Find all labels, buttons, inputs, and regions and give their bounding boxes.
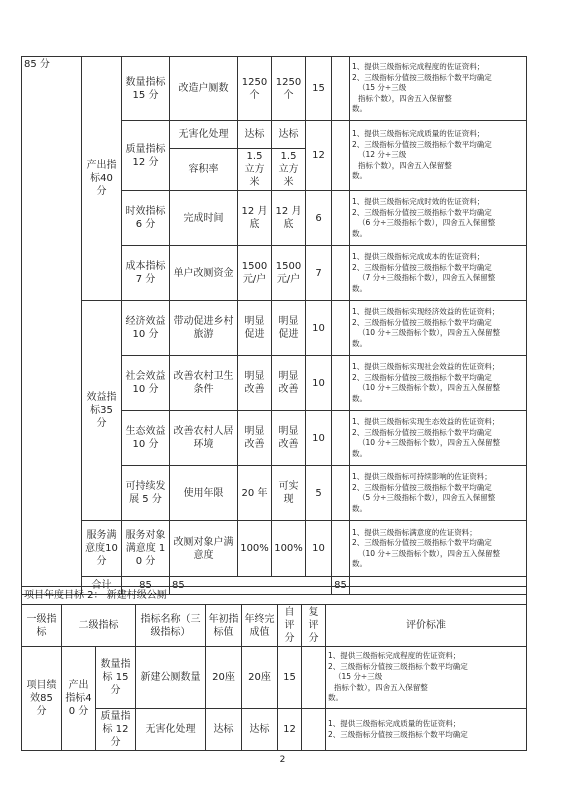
criteria-line: 2、三级指标分值按三级指标个数平均确定 — [352, 372, 492, 382]
criteria-line: 数。 — [352, 338, 367, 348]
level2-cell: 经济效益 10 分 — [122, 301, 170, 356]
level2-cell: 时效指标 6 分 — [122, 191, 170, 246]
output-indicator-label: 产出指标40 分 — [62, 647, 96, 751]
criteria-line: 1、提供三级指标实现生态效益的佐证资料； — [352, 417, 500, 426]
criteria-line: 2、三级指标分值按三级指标个数平均确定 — [352, 482, 492, 492]
actual-value: 20座 — [242, 647, 278, 709]
actual-value: 明显促进 — [272, 301, 306, 356]
self-score: 10 — [306, 356, 332, 411]
criteria-line: 1、提供三级指标完成程度的佐证资料； — [328, 651, 461, 661]
indicator-name: 使用年限 — [170, 466, 238, 521]
actual-value: 达标 — [242, 709, 278, 751]
level2-cell: 数量指标 15 分 — [96, 647, 136, 709]
review-score — [332, 121, 350, 191]
indicator-name: 带动促进乡村旅游 — [170, 301, 238, 356]
criteria-line: 数。 — [352, 503, 367, 513]
self-score: 10 — [306, 521, 332, 577]
self-score: 10 — [306, 301, 332, 356]
criteria-line: 1、提供三级指标实现社会效益的佐证资料； — [352, 362, 500, 371]
criteria-line: （10 分÷三级指标个数），四舍五入保留整 — [358, 438, 500, 447]
criteria-line: 1、提供三级指标完成程度的佐证资料； — [352, 62, 485, 72]
self-score: 15 — [306, 57, 332, 121]
criteria-line: 1、提供三级指标完成质量的佐证资料； — [352, 129, 485, 139]
plan-value: 达标 — [206, 709, 242, 751]
criteria-line: 数。 — [352, 171, 367, 181]
criteria-line: 指标个数），四舍五入保留整 — [334, 682, 428, 692]
criteria-line: （15 分÷三级 — [358, 83, 407, 93]
plan-value: 1250个 — [238, 57, 272, 121]
criteria-line: 2、三级指标分值按三级指标个数平均确定 — [328, 661, 468, 671]
criteria-line: （10 分÷三级指标个数），四舍五入保留整 — [358, 383, 500, 392]
plan-value: 明显改善 — [238, 411, 272, 466]
criteria-line: （10 分÷三级指标个数），四舍五入保留整 — [358, 548, 500, 558]
evaluation-criteria — [350, 191, 527, 246]
criteria-line: 2、三级指标分值按三级指标个数平均确定 — [352, 207, 492, 217]
criteria-line: 1、提供三级指标完成时效的佐证资料； — [352, 197, 485, 206]
page-number: 2 — [279, 755, 286, 765]
criteria-line: 2、三级指标分值按三级指标个数平均确定 — [352, 427, 492, 437]
evaluation-criteria — [350, 57, 527, 121]
header-criteria: 评价标准 — [326, 605, 527, 647]
review-score — [332, 191, 350, 246]
criteria-line: （5 分÷三级指标个数），四舍五入保留整 — [358, 493, 496, 502]
criteria-line: 数。 — [352, 283, 367, 293]
level2-cell: 质量指标 12 分 — [122, 121, 170, 191]
self-score: 6 — [306, 191, 332, 246]
criteria-line: 1、提供三级指标完成质量的佐证资料； — [328, 719, 461, 728]
evaluation-criteria — [350, 521, 527, 577]
service-indicator-label: 服务满意度10分 — [82, 521, 122, 577]
indicator-table-1 — [21, 56, 527, 595]
review-score — [332, 411, 350, 466]
level2-cell: 生态效益 10 分 — [122, 411, 170, 466]
review-score — [332, 246, 350, 301]
review-score — [332, 356, 350, 411]
plan-value: 12 月底 — [238, 191, 272, 246]
plan-value: 20座 — [206, 647, 242, 709]
self-score: 7 — [306, 246, 332, 301]
criteria-line: （15 分÷三级 — [334, 672, 383, 682]
level1-score: 85 分 — [22, 57, 82, 595]
indicator-name: 改厕对象户满意度 — [170, 521, 238, 577]
project-performance-label: 项目绩效85 分 — [22, 647, 62, 751]
total-label: 合计 — [82, 577, 122, 595]
criteria-line: 指标个数），四舍五入保留整 — [358, 93, 452, 103]
benefit-indicator-label: 效益指标35 分 — [82, 301, 122, 521]
plan-value: 20 年 — [238, 466, 272, 521]
criteria-line: 1、提供三级指标满意度的佐证资料； — [352, 527, 477, 537]
actual-value: 1.5 立方米 — [272, 149, 306, 191]
criteria-line: 1、提供三级指标实现经济效益的佐证资料； — [352, 307, 500, 316]
review-score — [332, 57, 350, 121]
review-score — [302, 709, 326, 751]
criteria-line: 2、三级指标分值按三级指标个数平均确定 — [352, 72, 492, 82]
level2-cell: 数量指标 15 分 — [122, 57, 170, 121]
self-score: 15 — [278, 647, 302, 709]
criteria-line: 数。 — [352, 104, 367, 114]
actual-value: 12 月底 — [272, 191, 306, 246]
total-value: 85 — [122, 577, 170, 595]
criteria-line: 2、三级指标分值按三级指标个数平均确定 — [352, 262, 492, 272]
criteria-line: 指标个数），四舍五入保留整 — [358, 160, 452, 170]
indicator-table-2 — [21, 586, 527, 751]
plan-value: 达标 — [238, 121, 272, 149]
header-indicator-name: 指标名称（三级指标） — [136, 605, 206, 647]
criteria-line: 2、三级指标分值按三级指标个数平均确定 — [352, 317, 492, 327]
indicator-name: 无害化处理 — [136, 709, 206, 751]
evaluation-criteria — [326, 647, 527, 709]
evaluation-criteria — [350, 301, 527, 356]
evaluation-criteria — [350, 121, 527, 191]
criteria-line: 数。 — [352, 448, 367, 458]
criteria-line: 1、提供三级指标完成成本的佐证资料； — [352, 252, 485, 261]
review-score — [332, 301, 350, 356]
evaluation-criteria — [350, 466, 527, 521]
output-indicator-label: 产出指标40 分 — [82, 57, 122, 301]
header-plan-value: 年初指标值 — [206, 605, 242, 647]
total-value: 85 — [170, 577, 332, 595]
evaluation-criteria — [350, 356, 527, 411]
indicator-name: 无害化处理 — [170, 121, 238, 149]
review-score — [332, 466, 350, 521]
header-review-score: 复评分 — [302, 605, 326, 647]
criteria-line: 2、三级指标分值按三级指标个数平均确定 — [352, 139, 492, 149]
evaluation-criteria — [326, 709, 527, 751]
review-score — [332, 521, 350, 577]
indicator-name: 单户改厕资金 — [170, 246, 238, 301]
criteria-line: （10 分÷三级指标个数），四舍五入保留整 — [358, 328, 500, 337]
actual-value: 1500元/户 — [272, 246, 306, 301]
criteria-line: （7 分÷三级指标个数），四舍五入保留整 — [358, 273, 496, 282]
header-level2: 二级指标 — [62, 605, 136, 647]
header-actual-value: 年终完成值 — [242, 605, 278, 647]
plan-value: 明显促进 — [238, 301, 272, 356]
evaluation-criteria — [350, 246, 527, 301]
criteria-line: 数。 — [328, 693, 343, 703]
indicator-name: 改善农村人居环境 — [170, 411, 238, 466]
indicator-name: 新建公厕数量 — [136, 647, 206, 709]
header-self-score: 自评分 — [278, 605, 302, 647]
actual-value: 可实现 — [272, 466, 306, 521]
project-goal-title: 项目年度目标 2： 新建村级公厕 — [22, 587, 527, 605]
self-score: 10 — [306, 411, 332, 466]
level2-cell: 可持续发展 5 分 — [122, 466, 170, 521]
total-value: 85 — [332, 577, 350, 595]
actual-value: 1250个 — [272, 57, 306, 121]
criteria-line: 数。 — [352, 228, 367, 238]
criteria-line: （6 分÷三级指标个数），四舍五入保留整 — [358, 218, 496, 227]
indicator-name: 容积率 — [170, 149, 238, 191]
self-score: 12 — [278, 709, 302, 751]
level2-cell: 成本指标 7 分 — [122, 246, 170, 301]
criteria-line: 2、三级指标分值按三级指标个数平均确定 — [352, 538, 492, 547]
indicator-name: 改善农村卫生条件 — [170, 356, 238, 411]
plan-value: 1.5 立方米 — [238, 149, 272, 191]
criteria-line: 数。 — [352, 393, 367, 403]
level2-cell: 服务对象满意度 10 分 — [122, 521, 170, 577]
actual-value: 100% — [272, 521, 306, 577]
plan-value: 明显改善 — [238, 356, 272, 411]
criteria-line: 数。 — [352, 559, 367, 568]
self-score: 5 — [306, 466, 332, 521]
self-score: 12 — [306, 121, 332, 191]
indicator-name: 完成时间 — [170, 191, 238, 246]
evaluation-criteria — [350, 411, 527, 466]
criteria-line: （12 分÷三级 — [358, 150, 407, 160]
actual-value: 明显改善 — [272, 356, 306, 411]
review-score — [302, 647, 326, 709]
indicator-name: 改造户厕数 — [170, 57, 238, 121]
header-level1: 一级指标 — [22, 605, 62, 647]
criteria-line: 2、三级指标分值按三级指标个数平均确定 — [328, 729, 468, 739]
level2-cell: 社会效益 10 分 — [122, 356, 170, 411]
plan-value: 1500元/户 — [238, 246, 272, 301]
criteria-line: 1、提供三级指标可持续影响的佐证资料； — [352, 472, 492, 481]
level2-cell: 质量指标 12 分 — [96, 709, 136, 751]
plan-value: 100% — [238, 521, 272, 577]
actual-value: 明显改善 — [272, 411, 306, 466]
actual-value: 达标 — [272, 121, 306, 149]
